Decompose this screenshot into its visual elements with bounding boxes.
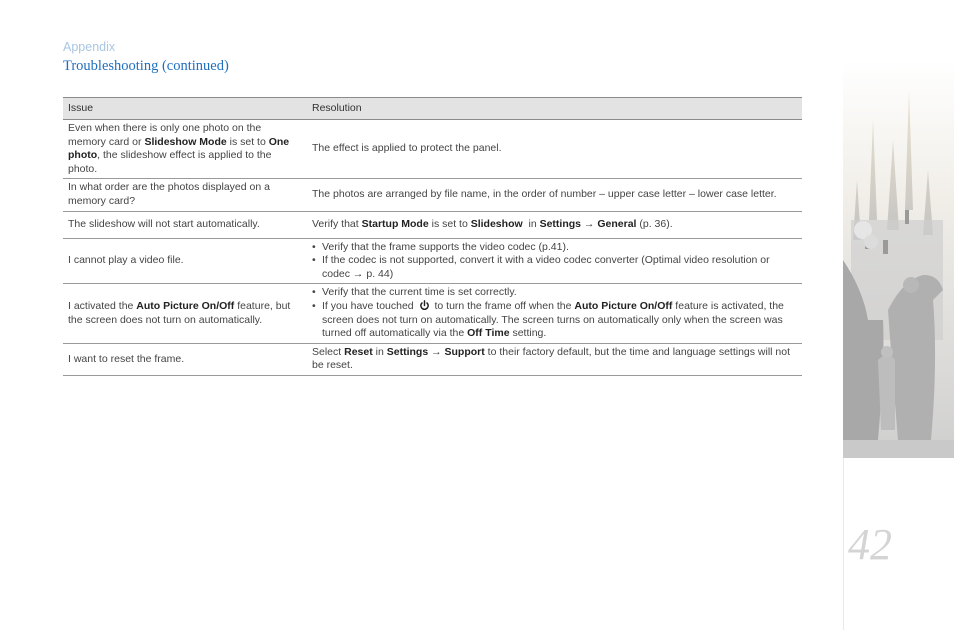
resolution-cell: Verify that Startup Mode is set to Slideshow in Settings → General (p. 36). — [307, 211, 802, 238]
table-row — [63, 120, 802, 179]
table-row — [63, 284, 802, 343]
table-row — [63, 343, 802, 375]
table-row — [63, 179, 802, 211]
decorative-illustration — [843, 60, 954, 458]
resolution-cell — [307, 284, 802, 343]
issue-cell: I cannot play a video file. — [63, 238, 307, 284]
troubleshooting-table — [63, 97, 802, 376]
issue-cell: I want to reset the frame. — [63, 343, 307, 375]
table-row — [63, 238, 802, 284]
list-item: • Verify that the current time is set correctly. — [312, 286, 797, 300]
family-castle-illustration — [843, 60, 954, 458]
column-header-resolution: Resolution — [307, 98, 802, 120]
issue-cell: Even when there is only one photo on the memory card or Slideshow Mode is set to One photo, the slideshow effect is applied to the photo. — [63, 120, 307, 179]
resolution-cell: Select Reset in Settings → Support to their factory default, but the time and language settings will not be reset. — [307, 343, 802, 375]
divider — [843, 458, 844, 630]
issue-cell: I activated the Auto Picture On/Off feature, but the screen does not turn on automatically. — [63, 284, 307, 343]
resolution-cell: The effect is applied to protect the panel. — [307, 120, 802, 179]
bullet-list — [312, 241, 797, 282]
resolution-cell — [307, 238, 802, 284]
list-item: • Verify that the frame supports the video codec (p.41). — [312, 241, 797, 255]
table-row — [63, 211, 802, 238]
list-item: • If the codec is not supported, convert it with a video codec converter (Optimal video resolution or codec → p. 44) — [312, 254, 797, 281]
bullet-list — [312, 286, 797, 340]
column-header-issue: Issue — [63, 98, 307, 120]
resolution-cell: The photos are arranged by file name, in the order of number – upper case letter – lower case letter. — [307, 179, 802, 211]
issue-cell: The slideshow will not start automatically. — [63, 211, 307, 238]
section-label: Appendix — [63, 40, 116, 54]
page-number: 42 — [848, 520, 892, 569]
table-header-row — [63, 98, 802, 120]
power-icon — [419, 300, 430, 311]
page-title: Troubleshooting (continued) — [63, 58, 229, 74]
list-item: • If you have touched to turn the frame off when the Auto Picture On/Off feature is activated, the screen does not turn on automatically. The screen turns on automatically only when the screen was turned off automatically via the Off Time setting. — [312, 300, 797, 341]
issue-cell: In what order are the photos displayed on a memory card? — [63, 179, 307, 211]
